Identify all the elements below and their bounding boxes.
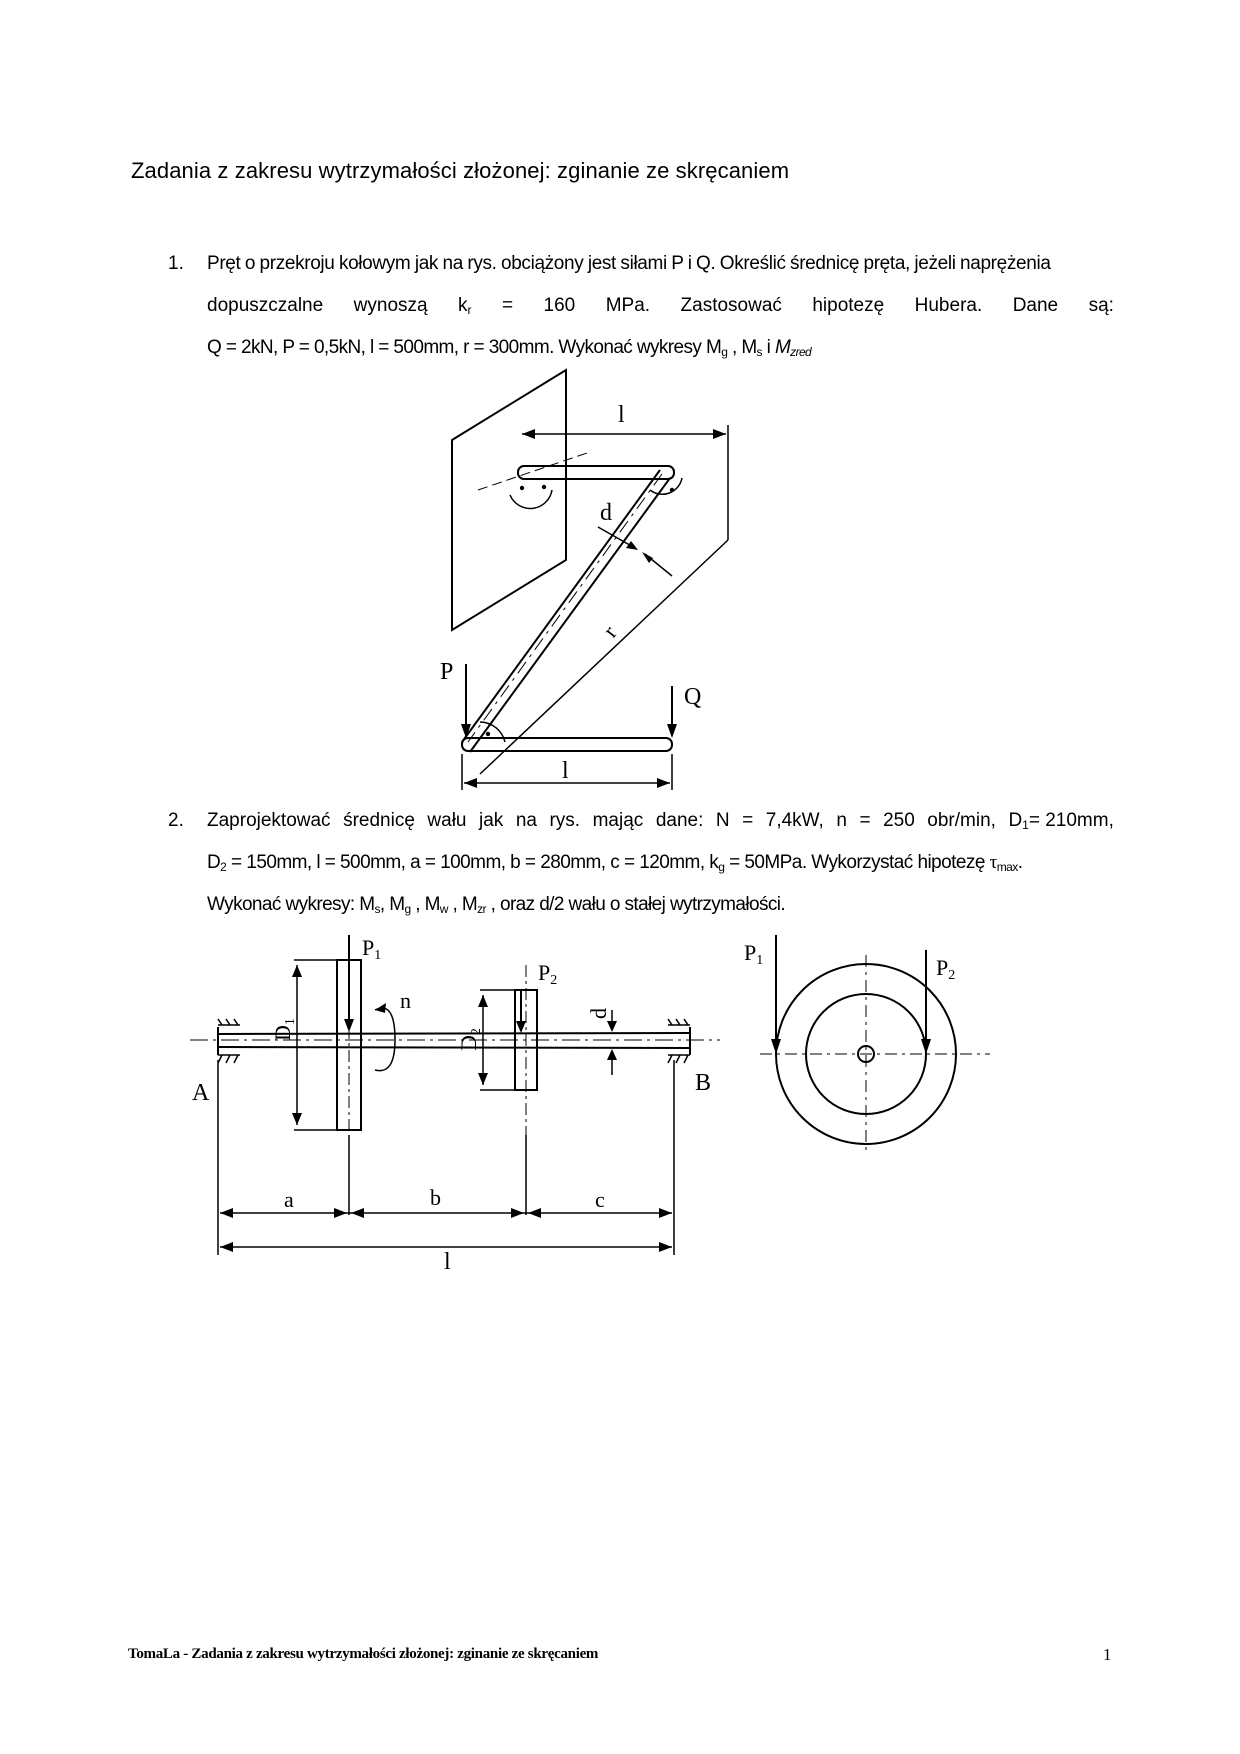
word-D1: $D_1= 210mm$, bbox=[1008, 810, 1114, 832]
word-kr: $k_r$ bbox=[458, 295, 472, 317]
diagonal-bar-edge bbox=[470, 478, 670, 752]
arrowhead bbox=[713, 429, 726, 439]
dot bbox=[670, 488, 674, 492]
label-r: r bbox=[597, 620, 622, 642]
label-d: d bbox=[600, 500, 612, 526]
shaft-edge bbox=[218, 1047, 690, 1048]
word: Hubera. bbox=[914, 295, 983, 316]
label-P2: P2 bbox=[538, 960, 558, 988]
word: N bbox=[715, 810, 730, 831]
arrowhead bbox=[464, 778, 477, 788]
arrowhead bbox=[351, 1208, 364, 1218]
arrowhead bbox=[220, 1208, 233, 1218]
figure-1-crank bbox=[440, 370, 760, 784]
bearing-A-hatch bbox=[218, 1055, 240, 1063]
word: mając bbox=[592, 810, 644, 831]
label-D2: D2 bbox=[456, 1028, 484, 1051]
word: = bbox=[742, 810, 754, 831]
arrowhead bbox=[522, 429, 535, 439]
word: dane: bbox=[655, 810, 704, 831]
task-1-number: 1. bbox=[168, 253, 184, 274]
arrowhead bbox=[334, 1208, 347, 1218]
label-c: c bbox=[595, 1187, 605, 1212]
word: dopuszczalne bbox=[207, 295, 324, 316]
side-force-P1-arrowhead bbox=[771, 1039, 781, 1054]
word: = bbox=[501, 295, 514, 316]
word: 250 bbox=[883, 810, 915, 831]
word: rys. bbox=[549, 810, 581, 831]
word: 7,4kW, bbox=[765, 810, 824, 831]
side-force-P2-arrowhead bbox=[921, 1039, 931, 1054]
figure-2-side-view bbox=[740, 935, 990, 1165]
bottom-bar bbox=[462, 738, 672, 751]
task-2-line-3: Wykonać wykresy: $M_s$, $M_g$ , $M_w$ , $M_{zr}$ , oraz d/2 wału o stałej wytrzymałości. bbox=[207, 894, 786, 916]
arrowhead bbox=[657, 778, 670, 788]
label-l: l bbox=[444, 1249, 451, 1275]
word: obr/min, bbox=[927, 810, 996, 831]
arrowhead bbox=[478, 995, 488, 1007]
side-label-P1: P1 bbox=[744, 940, 764, 968]
arrowhead bbox=[607, 1021, 617, 1032]
page-title: Zadania z zakresu wytrzymałości złożonej: zginanie ze skręcaniem bbox=[131, 158, 790, 183]
word: jak bbox=[479, 810, 504, 831]
bearing-B-hatch bbox=[668, 1055, 690, 1063]
label-D1: D1 bbox=[270, 1018, 298, 1041]
arrowhead bbox=[607, 1049, 617, 1060]
arrowhead bbox=[642, 552, 653, 563]
word: 160 bbox=[543, 295, 576, 316]
force-Q-arrowhead bbox=[667, 724, 677, 738]
label-P1: P1 bbox=[362, 935, 382, 963]
arrowhead bbox=[528, 1208, 541, 1218]
page-number: 1 bbox=[1103, 1645, 1112, 1664]
label-Q: Q bbox=[684, 684, 702, 710]
angle-arc bbox=[650, 478, 682, 494]
bearing-B-hatch bbox=[668, 1019, 690, 1025]
label-n: n bbox=[400, 988, 411, 1013]
arrowhead bbox=[220, 1242, 233, 1252]
dot bbox=[520, 486, 524, 490]
rotation-n-arc bbox=[375, 1008, 395, 1071]
label-P: P bbox=[440, 659, 454, 685]
task-1-line-3: Q = 2kN, P = 0,5kN, l = 500mm, r = 300mm. Wykonać wykresy $M_g$ , $M_s$ i $M_{zred}$ bbox=[207, 337, 812, 359]
page-footer: TomaLa - Zadania z zakresu wytrzymałości złożonej: zginanie ze skręcaniem bbox=[128, 1646, 599, 1662]
rotation-arrowhead bbox=[375, 1003, 386, 1013]
label-a: a bbox=[284, 1187, 294, 1212]
side-label-P2: P2 bbox=[936, 955, 956, 983]
arrowhead bbox=[511, 1208, 524, 1218]
task-2-number: 2. bbox=[168, 810, 184, 831]
angle-arc bbox=[510, 490, 552, 508]
wall-plate bbox=[452, 370, 566, 630]
label-B: B bbox=[695, 1070, 712, 1096]
label-l-bottom: l bbox=[562, 758, 569, 784]
word: = bbox=[859, 810, 871, 831]
task-1-line-2 bbox=[207, 295, 1114, 317]
label-d: d bbox=[586, 1008, 611, 1019]
arrowhead bbox=[659, 1208, 672, 1218]
arrowhead bbox=[478, 1073, 488, 1085]
arrowhead bbox=[292, 1113, 302, 1125]
bearing-A-hatch bbox=[218, 1019, 240, 1025]
top-bar bbox=[518, 466, 674, 479]
force-P1-arrowhead bbox=[344, 1019, 354, 1032]
arrowhead bbox=[659, 1242, 672, 1252]
task-1-line-1: Pręt o przekroju kołowym jak na rys. obciążony jest siłami P i Q. Określić średnicę pręta, jeżeli naprężenia bbox=[207, 253, 1051, 274]
word: Dane bbox=[1012, 295, 1059, 316]
word: są: bbox=[1088, 295, 1114, 316]
word: wynoszą bbox=[353, 295, 428, 316]
dot bbox=[486, 732, 490, 736]
label-A: A bbox=[192, 1080, 210, 1106]
label-l-top: l bbox=[618, 402, 625, 428]
word: hipotezę bbox=[812, 295, 885, 316]
word: n bbox=[836, 810, 847, 831]
word: średnicę bbox=[343, 810, 415, 831]
arrowhead bbox=[292, 965, 302, 977]
task-2-line-2: $D_2 = 150mm$, l = 500mm, a = 100mm, b = 280mm, c = 120mm, $k_g = 50MPa$. Wykorzystać hipotezę $\tau_{max}$. bbox=[207, 852, 1023, 874]
task-2-line-1 bbox=[207, 810, 1114, 832]
word: na bbox=[515, 810, 537, 831]
word: Zaprojektować bbox=[207, 810, 331, 831]
wall-axis bbox=[478, 452, 590, 490]
label-b: b bbox=[430, 1185, 441, 1210]
arrowhead bbox=[626, 541, 638, 550]
word: Zastosować bbox=[680, 295, 782, 316]
word: MPa. bbox=[605, 295, 651, 316]
word: wału bbox=[427, 810, 467, 831]
dot bbox=[542, 485, 546, 489]
figure-2-shaft bbox=[190, 935, 730, 1285]
force-P2-arrowhead bbox=[516, 1021, 526, 1033]
